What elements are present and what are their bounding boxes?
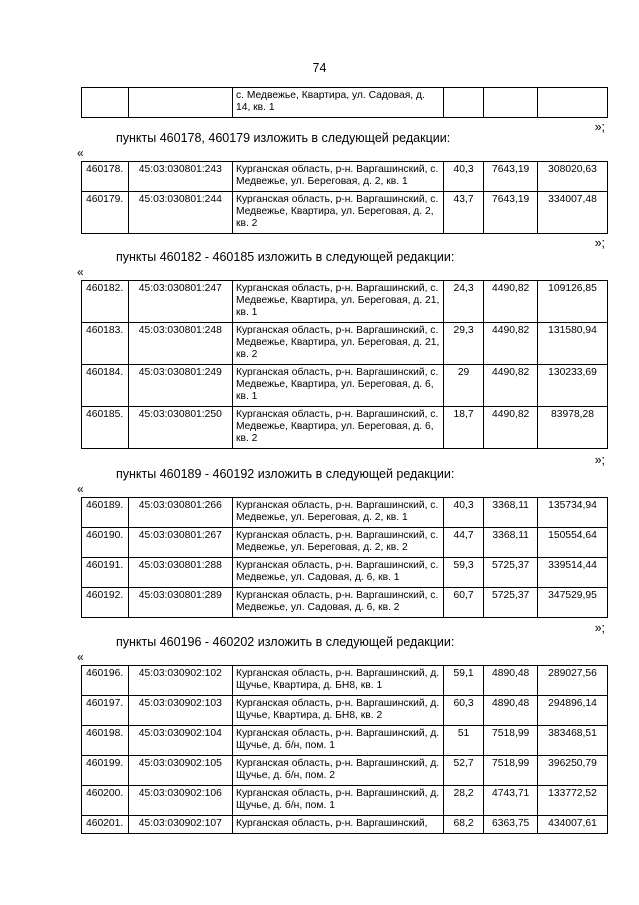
cell-address: Курганская область, р-н. Варгашинский, с. Медвежье, Квартира, ул. Береговая, д. 6, кв. 1 bbox=[232, 365, 443, 407]
opening-quote: « bbox=[77, 650, 84, 664]
cell-price: 4890,48 bbox=[484, 666, 538, 696]
cell-total: 150554,64 bbox=[538, 528, 608, 558]
cell-address: Курганская область, р-н. Варгашинский, с. Медвежье, ул. Береговая, д. 2, кв. 2 bbox=[232, 528, 443, 558]
cell-number: 460199. bbox=[82, 756, 129, 786]
cell-number: 460189. bbox=[82, 498, 129, 528]
cell-price: 4490,82 bbox=[484, 365, 538, 407]
cell-address: Курганская область, р-н. Варгашинский, д. Щучье, Квартира, д. БН8, кв. 2 bbox=[232, 696, 443, 726]
table-row bbox=[82, 88, 608, 118]
cell-number: 460191. bbox=[82, 558, 129, 588]
cell-number: 460201. bbox=[82, 816, 129, 834]
table-section-4 bbox=[81, 665, 608, 834]
table-row bbox=[82, 558, 608, 588]
cell-address: Курганская область, р-н. Варгашинский, с. Медвежье, Квартира, ул. Береговая, д. 21, кв. 1 bbox=[232, 281, 443, 323]
cell-area: 59,1 bbox=[443, 666, 484, 696]
cell-total: 396250,79 bbox=[538, 756, 608, 786]
cell-cadastral: 45:03:030902:105 bbox=[128, 756, 232, 786]
cell-total: 308020,63 bbox=[538, 162, 608, 192]
table-row bbox=[82, 696, 608, 726]
cell-number: 460196. bbox=[82, 666, 129, 696]
cell-price: 3368,11 bbox=[484, 498, 538, 528]
table-row bbox=[82, 498, 608, 528]
cell-cadastral: 45:03:030801:244 bbox=[128, 192, 232, 234]
closing-quote: »; bbox=[594, 621, 605, 635]
table-section-2 bbox=[81, 280, 608, 449]
page-number: 74 bbox=[312, 61, 327, 75]
cell-cadastral: 45:03:030801:267 bbox=[128, 528, 232, 558]
section-heading: пункты 460178, 460179 изложить в следующей редакции: bbox=[116, 131, 451, 145]
cell-total: 133772,52 bbox=[538, 786, 608, 816]
table-row bbox=[82, 365, 608, 407]
cell-price: 3368,11 bbox=[484, 528, 538, 558]
cell-address: Курганская область, р-н. Варгашинский, с. Медвежье, Квартира, ул. Береговая, д. 2, кв. 2 bbox=[232, 192, 443, 234]
cell-cadastral: 45:03:030801:247 bbox=[128, 281, 232, 323]
cell-total: 347529,95 bbox=[538, 588, 608, 618]
cell-address: Курганская область, р-н. Варгашинский, д. Щучье, д. б/н, пом. 1 bbox=[232, 786, 443, 816]
cell-price: 7518,99 bbox=[484, 726, 538, 756]
table-row bbox=[82, 281, 608, 323]
closing-quote: »; bbox=[594, 120, 605, 134]
table-row bbox=[82, 192, 608, 234]
cell-cadastral: 45:03:030801:289 bbox=[128, 588, 232, 618]
cell-number: 460200. bbox=[82, 786, 129, 816]
table-row bbox=[82, 588, 608, 618]
table-row bbox=[82, 528, 608, 558]
cell-total: 130233,69 bbox=[538, 365, 608, 407]
cell-number: 460192. bbox=[82, 588, 129, 618]
cell-price: 5725,37 bbox=[484, 588, 538, 618]
table-row bbox=[82, 786, 608, 816]
cell-area: 18,7 bbox=[443, 407, 484, 449]
opening-quote: « bbox=[77, 482, 84, 496]
opening-quote: « bbox=[77, 146, 84, 160]
table-row bbox=[82, 756, 608, 786]
opening-quote: « bbox=[77, 265, 84, 279]
table-row bbox=[82, 162, 608, 192]
cell-area: 43,7 bbox=[443, 192, 484, 234]
cell-number: 460182. bbox=[82, 281, 129, 323]
cell-address: Курганская область, р-н. Варгашинский, с. Медвежье, ул. Береговая, д. 2, кв. 1 bbox=[232, 498, 443, 528]
table-row bbox=[82, 666, 608, 696]
cell-total: 294896,14 bbox=[538, 696, 608, 726]
cell-number: 460178. bbox=[82, 162, 129, 192]
cell-area: 60,3 bbox=[443, 696, 484, 726]
cell-cadastral: 45:03:030902:104 bbox=[128, 726, 232, 756]
cell-cadastral: 45:03:030902:102 bbox=[128, 666, 232, 696]
cell-price: 4490,82 bbox=[484, 407, 538, 449]
cell-address: Курганская область, р-н. Варгашинский, д. Щучье, д. б/н, пом. 2 bbox=[232, 756, 443, 786]
table-section-1 bbox=[81, 161, 608, 234]
cell-area: 59,3 bbox=[443, 558, 484, 588]
cell-address: Курганская область, р-н. Варгашинский, д. Щучье, Квартира, д. БН8, кв. 1 bbox=[232, 666, 443, 696]
cell-number: 460179. bbox=[82, 192, 129, 234]
cell-area: 40,3 bbox=[443, 162, 484, 192]
cell-area: 24,3 bbox=[443, 281, 484, 323]
cell-price: 4890,48 bbox=[484, 696, 538, 726]
cell-price bbox=[484, 88, 538, 118]
cell-area: 40,3 bbox=[443, 498, 484, 528]
cell-cadastral: 45:03:030801:288 bbox=[128, 558, 232, 588]
cell-address: Курганская область, р-н. Варгашинский, с. Медвежье, Квартира, ул. Береговая, д. 6, кв. 2 bbox=[232, 407, 443, 449]
cell-number: 460184. bbox=[82, 365, 129, 407]
cell-area: 29,3 bbox=[443, 323, 484, 365]
closing-quote: »; bbox=[594, 236, 605, 250]
cell-price: 7643,19 bbox=[484, 192, 538, 234]
cell-price: 4490,82 bbox=[484, 281, 538, 323]
cell-number: 460185. bbox=[82, 407, 129, 449]
closing-quote: »; bbox=[594, 453, 605, 467]
cell-cadastral: 45:03:030902:103 bbox=[128, 696, 232, 726]
cell-total: 83978,28 bbox=[538, 407, 608, 449]
cell-cadastral: 45:03:030801:243 bbox=[128, 162, 232, 192]
cell-price: 7518,99 bbox=[484, 756, 538, 786]
cell-address: Курганская область, р-н. Варгашинский, bbox=[232, 816, 443, 834]
cell-address: Курганская область, р-н. Варгашинский, с. Медвежье, Квартира, ул. Береговая, д. 21, кв. 2 bbox=[232, 323, 443, 365]
cell-area: 51 bbox=[443, 726, 484, 756]
cell-price: 7643,19 bbox=[484, 162, 538, 192]
section-heading: пункты 460182 - 460185 изложить в следующей редакции: bbox=[116, 250, 455, 264]
table-row bbox=[82, 816, 608, 834]
cell-area: 52,7 bbox=[443, 756, 484, 786]
cell-area: 28,2 bbox=[443, 786, 484, 816]
cell-number: 460198. bbox=[82, 726, 129, 756]
cell-total: 289027,56 bbox=[538, 666, 608, 696]
cell-total: 334007,48 bbox=[538, 192, 608, 234]
cell-price: 6363,75 bbox=[484, 816, 538, 834]
cell-number: 460190. bbox=[82, 528, 129, 558]
cell-area: 44,7 bbox=[443, 528, 484, 558]
cell-cadastral: 45:03:030801:266 bbox=[128, 498, 232, 528]
table-section-3 bbox=[81, 497, 608, 618]
cell-cadastral: 45:03:030902:106 bbox=[128, 786, 232, 816]
table-fragment bbox=[81, 87, 608, 118]
cell-price: 5725,37 bbox=[484, 558, 538, 588]
section-heading: пункты 460196 - 460202 изложить в следующей редакции: bbox=[116, 635, 455, 649]
cell-address: Курганская область, р-н. Варгашинский, с. Медвежье, ул. Садовая, д. 6, кв. 2 bbox=[232, 588, 443, 618]
cell-cadastral: 45:03:030801:249 bbox=[128, 365, 232, 407]
table-row bbox=[82, 726, 608, 756]
cell-total: 131580,94 bbox=[538, 323, 608, 365]
table-row bbox=[82, 407, 608, 449]
cell-address: с. Медвежье, Квартира, ул. Садовая, д. 14, кв. 1 bbox=[232, 88, 443, 118]
cell-area: 60,7 bbox=[443, 588, 484, 618]
cell-price: 4490,82 bbox=[484, 323, 538, 365]
cell-price: 4743,71 bbox=[484, 786, 538, 816]
cell-total: 339514,44 bbox=[538, 558, 608, 588]
cell-address: Курганская область, р-н. Варгашинский, д. Щучье, д. б/н, пом. 1 bbox=[232, 726, 443, 756]
cell-address: Курганская область, р-н. Варгашинский, с. Медвежье, ул. Садовая, д. 6, кв. 1 bbox=[232, 558, 443, 588]
cell-area: 68,2 bbox=[443, 816, 484, 834]
cell-total bbox=[538, 88, 608, 118]
table-row bbox=[82, 323, 608, 365]
cell-total: 383468,51 bbox=[538, 726, 608, 756]
cell-number bbox=[82, 88, 129, 118]
cell-cadastral: 45:03:030902:107 bbox=[128, 816, 232, 834]
section-heading: пункты 460189 - 460192 изложить в следующей редакции: bbox=[116, 467, 455, 481]
cell-total: 434007,61 bbox=[538, 816, 608, 834]
cell-cadastral: 45:03:030801:250 bbox=[128, 407, 232, 449]
cell-area bbox=[443, 88, 484, 118]
cell-number: 460197. bbox=[82, 696, 129, 726]
cell-area: 29 bbox=[443, 365, 484, 407]
cell-total: 135734,94 bbox=[538, 498, 608, 528]
cell-cadastral: 45:03:030801:248 bbox=[128, 323, 232, 365]
cell-total: 109126,85 bbox=[538, 281, 608, 323]
cell-address: Курганская область, р-н. Варгашинский, с. Медвежье, ул. Береговая, д. 2, кв. 1 bbox=[232, 162, 443, 192]
cell-cadastral bbox=[128, 88, 232, 118]
cell-number: 460183. bbox=[82, 323, 129, 365]
